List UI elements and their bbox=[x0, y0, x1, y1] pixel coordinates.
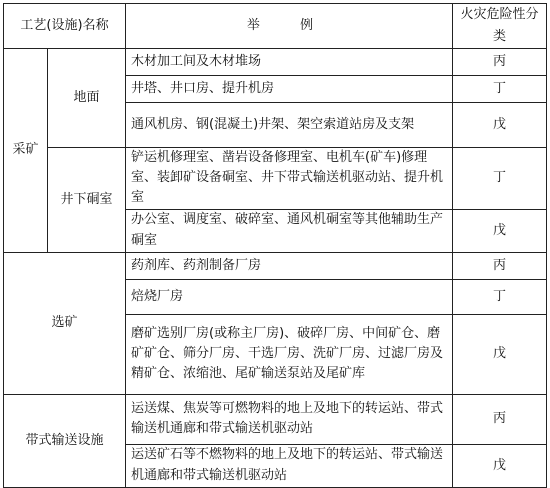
example-cell: 运送矿石等不燃物料的地上及地下的转运站、带式输送机通廊和带式输送机驱动站 bbox=[126, 444, 453, 487]
risk-class-cell: 戊 bbox=[453, 444, 547, 487]
risk-class-cell: 丁 bbox=[453, 76, 547, 103]
example-cell: 井塔、井口房、提升机房 bbox=[126, 76, 453, 103]
table-row bbox=[4, 394, 547, 444]
risk-class-cell: 丙 bbox=[453, 394, 547, 444]
risk-class-cell: 丙 bbox=[453, 49, 547, 76]
subgroup-surface: 地面 bbox=[48, 49, 126, 148]
header-risk-class: 火灾危险性分类 bbox=[453, 4, 547, 49]
table-row bbox=[4, 148, 547, 209]
group-mining: 采矿 bbox=[4, 49, 48, 252]
header-row bbox=[4, 4, 547, 49]
header-facility: 工艺(设施)名称 bbox=[4, 4, 126, 49]
example-cell: 木材加工间及木材堆场 bbox=[126, 49, 453, 76]
subgroup-underground-chamber: 井下硐室 bbox=[48, 148, 126, 252]
fire-risk-classification-table bbox=[3, 3, 547, 488]
risk-class-cell: 丁 bbox=[453, 148, 547, 209]
example-cell: 磨矿选别厂房(或称主厂房)、破碎厂房、中间矿仓、磨矿矿仓、筛分厂房、干选厂房、洗矿厂房、过滤厂房及精矿仓、浓缩池、尾矿输送泵站及尾矿库 bbox=[126, 314, 453, 394]
group-belt-conveyor: 带式输送设施 bbox=[4, 394, 126, 487]
table-row bbox=[4, 252, 547, 279]
example-cell: 药剂库、药剂制备厂房 bbox=[126, 252, 453, 279]
example-cell: 焙烧厂房 bbox=[126, 279, 453, 314]
risk-class-cell: 丙 bbox=[453, 252, 547, 279]
risk-class-cell: 戊 bbox=[453, 103, 547, 148]
example-cell: 通风机房、钢(混凝土)井架、架空索道站房及支架 bbox=[126, 103, 453, 148]
risk-class-cell: 戊 bbox=[453, 314, 547, 394]
table-row bbox=[4, 49, 547, 76]
example-cell: 运送煤、焦炭等可燃物料的地上及地下的转运站、带式输送机通廊和带式输送机驱动站 bbox=[126, 394, 453, 444]
risk-class-cell: 戊 bbox=[453, 209, 547, 252]
group-beneficiation: 选矿 bbox=[4, 252, 126, 394]
risk-class-cell: 丁 bbox=[453, 279, 547, 314]
example-cell: 办公室、调度室、破碎室、通风机硐室等其他辅助生产硐室 bbox=[126, 209, 453, 252]
example-cell: 铲运机修理室、凿岩设备修理室、电机车(矿车)修理室、装卸矿设备硐室、井下带式输送机驱动站、提升机室 bbox=[126, 148, 453, 209]
header-examples: 举 例 bbox=[126, 4, 453, 49]
